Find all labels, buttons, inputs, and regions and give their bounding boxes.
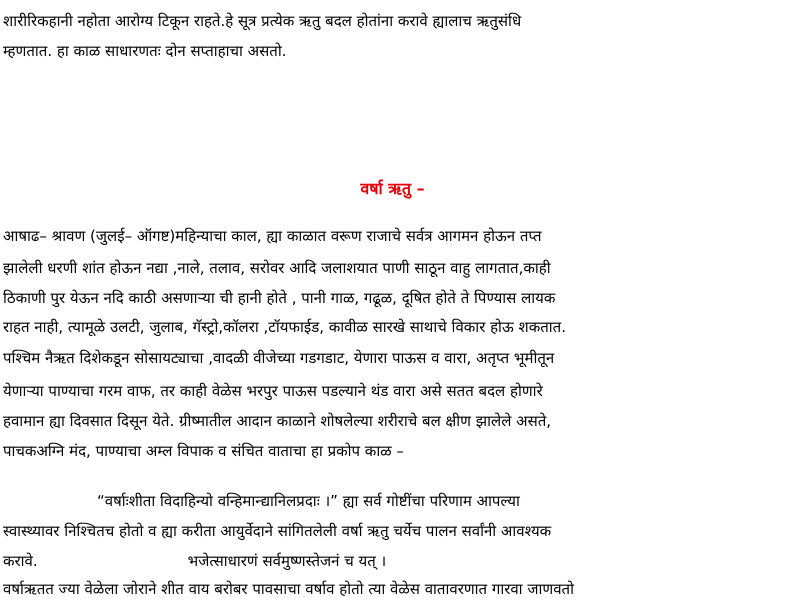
paragraph-line: येणाऱ्या पाण्याचा गरम वाफ, तर काही वेळेस भरपुर पाऊस पडल्याने थंड वारा असे सतत बदल होणारे bbox=[3, 382, 543, 400]
karave-shloka-line bbox=[3, 550, 386, 572]
paragraph-line: आषाढ– श्रावण (जुलई– ऑगष्ट)महिन्याचा काल, ह्या काळात वरूण राजाचे सर्वत्र आगमन होऊन तप्त bbox=[3, 227, 542, 245]
section-heading: वर्षा ऋतु – bbox=[360, 179, 425, 198]
shloka-text: भजेत्साधारणं सर्वमुष्णस्तेजनं च यत् । bbox=[187, 552, 387, 570]
paragraph-line: हवामान ह्या दिवसात दिसून येते. ग्रीष्मातील आदान काळाने शोषलेल्या शरीराचे बल क्षीण झालेले असते, bbox=[3, 412, 552, 430]
last-line: वर्षाऋतत ज्या वेळेला जोराने शीत वाय बरोबर पावसाचा वर्षाव होतो त्या वेळेस वातावरणात गारवा जाणवतो bbox=[3, 580, 574, 598]
paragraph-line: राहत नाही, त्यामूळे उलटी, जुलाब, गॅस्ट्रो,कॉलरा ,टॉयफाईड, कावीळ सारखे साथाचे विकार होऊ शकतात. bbox=[3, 318, 566, 336]
quote-line: “वर्षाःशीता विदाहिन्यो वन्हिमान्द्यानिलप्रदाः ।” ह्या सर्व गोष्टींचा परिणाम आपल्या bbox=[97, 492, 520, 510]
intro-line-2: म्हणतात. हा काळ साधारणतः दोन सप्ताहाचा असतो. bbox=[3, 42, 287, 60]
paragraph-line: पश्चिम नैऋत दिशेकडून सोसायट्याचा ,वादळी वीजेच्या गडगडाट, येणारा पाऊस व वारा, अतृप्त भूमीतून bbox=[3, 349, 555, 367]
paragraph-line: ठिकाणी पुर येऊन नदि काठी असणाऱ्या ची हानी होते , पानी गाळ, गढूळ, दूषित होते ते पिण्यास लायक bbox=[3, 289, 556, 307]
paragraph-line: पाचकअग्नि मंद, पाण्याचा अम्ल विपाक व संचित वाताचा हा प्रकोप काळ – bbox=[3, 442, 404, 460]
karave-text: करावे. bbox=[3, 552, 38, 570]
paragraph-line: झालेली धरणी शांत होऊन नद्या ,नाले, तलाव, सरोवर आदि जलाशयात पाणी साठून वाहु लागतात,काही bbox=[3, 259, 551, 277]
intro-line-1: शारीरिकहानी नहोता आरोग्य टिकून राहते.हे सूत्र प्रत्येक ऋतु बदल होतांना करावे ह्यालाच ऋतुसंधि bbox=[3, 12, 522, 30]
line-after-quote: स्वास्थ्यावर निश्चितच होतो व ह्या करीता आयुर्वेदाने सांगितलेली वर्षा ऋतु चर्येच पालन सर्वांनी आवश्यक bbox=[3, 522, 552, 540]
